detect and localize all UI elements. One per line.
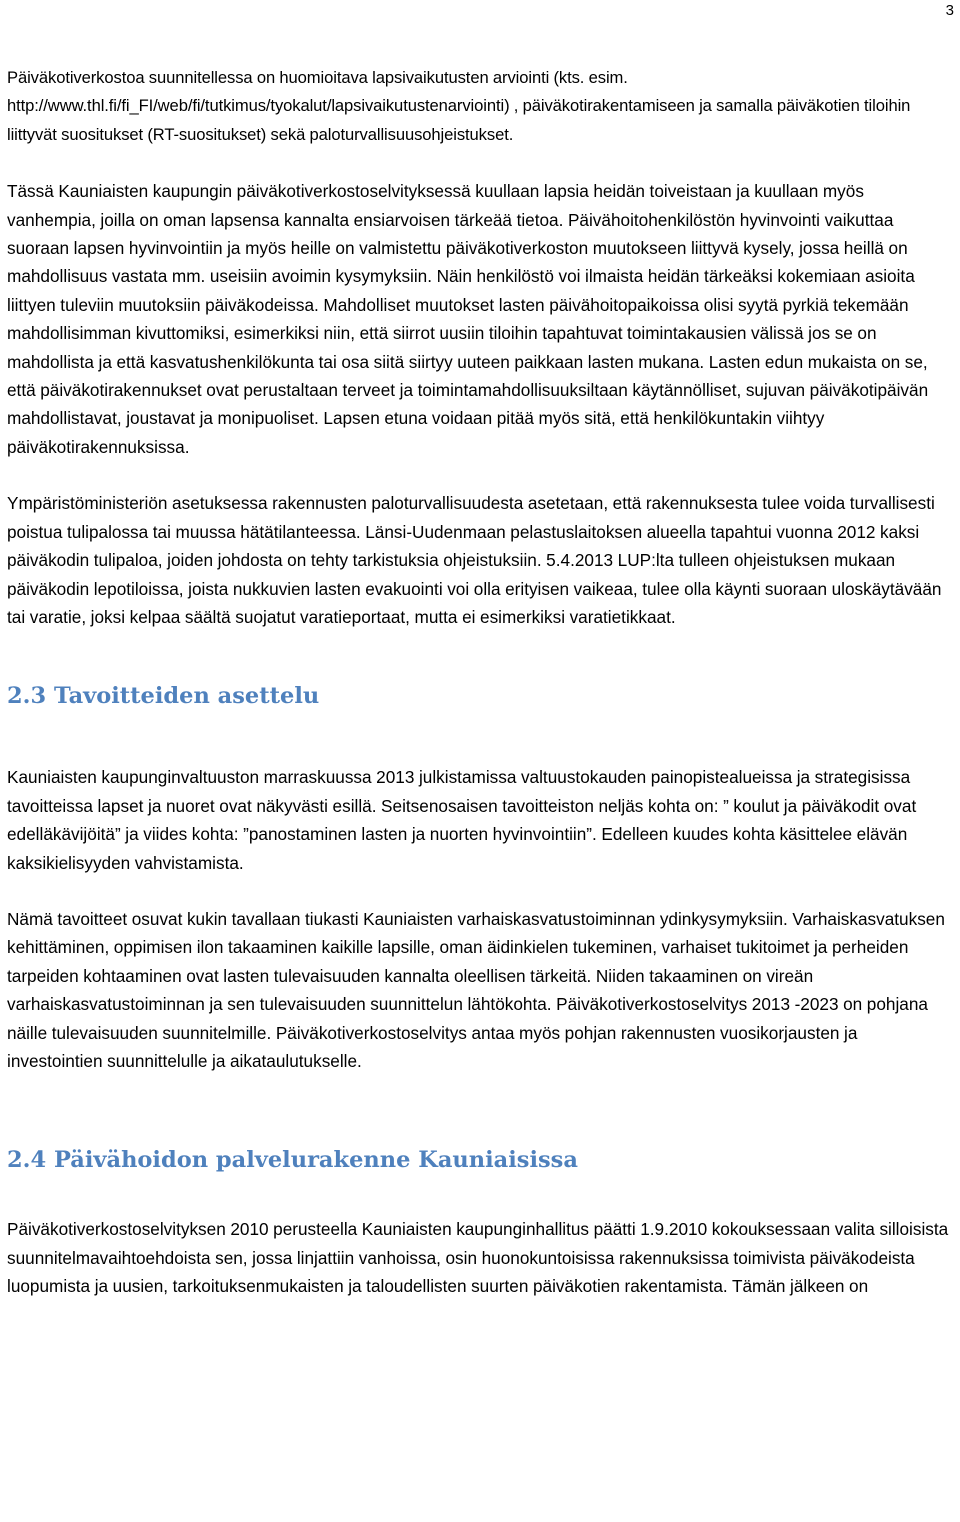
paragraph-early-education: Nämä tavoitteet osuvat kukin tavallaan tiukasti Kauniaisten varhaiskasvatustoiminnan ydinkysymyksiin. Varhaiskasvatuksen kehittäminen, oppimisen ilon takaaminen kaikille lapsille, oman äidinkielen tukeminen, varhaiset tukitoimet ja perheiden tarpeiden kohtaaminen ovat lasten tulevaisuuden kannalta oleellisen tärkeitä. Niiden takaaminen on vireän varhaiskasvatustoiminnan ja sen tulevaisuuden suunnittelun lähtökohta. Päiväkotiverkostoselvitys 2013 -2023 on pohjana näille tulevaisuuden suunnitelmille. Päiväkotiverkostoselvitys antaa myös pohjan rakennusten vuosikorjausten ja investointien suunnittelulle ja aikataulutukselle. — [7, 908, 945, 1071]
heading-2-3: 2.3 Tavoitteiden asettelu — [7, 683, 320, 710]
paragraph-council-goals: Kauniaisten kaupunginvaltuuston marraskuussa 2013 julkistamissa valtuustokauden painopistealueissa ja strategisissa tavoitteissa lapset ja nuoret ovat näkyvästi esillä. Seitsenosaisen tavoitteiston neljäs kohta on: ” koulut ja päiväkodit ovat edelläkävijöitä” ja viides kohta: ”panostaminen lasten ja nuorten hyvinvointiin”. Edelleen kuudes kohta käsittelee elävän kaksikielisyyden vahvistamista. — [7, 767, 917, 873]
paragraph-assessment-intro: Päiväkotiverkostoa suunnitellessa on huomioitava lapsivaikutusten arviointi (kts. esim. http://www.thl.fi/fi_FI/web/fi/tutkimus/tyokalut/lapsivaikutustenarviointi) , päiväkotirakentamiseen ja samalla päiväkotien tiloihin liittyvät suositukset (RT-suositukset) sekä paloturvallisuusohjeistukset. — [7, 68, 911, 144]
page-number: 3 — [945, 2, 954, 19]
document-body — [7, 64, 957, 1301]
paragraph-hearing-children: Tässä Kauniaisten kaupungin päiväkotiverkostoselvityksessä kuullaan lapsia heidän toiveistaan ja kuullaan myös vanhempia, joilla on oman lapsensa kannalta ensiarvoisen tärkeää tietoa. Päivähoitohenkilöstön hyvinvointi vaikuttaa suoraan lapsen hyvinvointiin ja myös heille on valmistettu päiväkotiverkoston muutokseen liittyvä kysely, jossa heillä on mahdollisuus vastata mm. useisiin avoimin kysymyksiin. Näin henkilöstö voi ilmaista heidän tärkeäksi kokemiaan asioita liittyen tuleviin muutoksiin päiväkodeissa. Mahdolliset muutokset lasten päivähoitopaikoissa olisi syytä pyrkiä tekemään mahdollisimman kivuttomiksi, esimerkiksi niin, että siirrot uusiin tiloihin tapahtuvat toimintakausien välissä jos se on mahdollista ja että kasvatushenkilökunta tai osa siitä siirtyy uuteen paikkaan lasten mukana. Lasten edun mukaista on se, että päiväkotirakennukset ovat perustaltaan terveet ja toimintamahdollisuuksiltaan käytännölliset, sujuvan päiväkotipäivän mahdollistavat, joustavat ja monipuoliset. Lapsen etuna voidaan pitää myös sitä, että henkilökuntakin viihtyy päiväkotirakennuksissa. — [7, 181, 929, 457]
paragraph-service-structure: Päiväkotiverkostoselvityksen 2010 perusteella Kauniaisten kaupunginhallitus päätti 1.9.2010 kokouksessaan valita silloisista suunnitelmavaihtoehdoista sen, jossa linjattiin vanhoissa, osin huonokuntoisissa rakennuksissa toimivista päiväkodeista luopumista ja uusien, tarkoituksenmukaisten ja taloudellisten suurten päiväkotien rakentamista. Tämän jälkeen on — [7, 1219, 949, 1297]
paragraph-fire-safety: Ympäristöministeriön asetuksessa rakennusten paloturvallisuudesta asetetaan, että rakennuksesta tulee voida turvallisesti poistua tulipalossa tai muussa hätätilanteessa. Länsi-Uudenmaan pelastuslaitoksen alueella tapahtui vuonna 2012 kaksi päiväkodin tulipaloa, joiden johdosta on tehty tarkistuksia ohjeistuksiin. 5.4.2013 LUP:lta tulleen ohjeistuksen mukaan päiväkodin lepotiloissa, joista nukkuvien lasten evakuointi voi olla erityisen vaikeaa, tulee olla käynti suoraan uloskäytävään tai varatie, joksi kelpaa säältä suojatut varatieportaat, mutta ei esimerkiksi varatietikkaat. — [7, 493, 942, 627]
heading-2-4: 2.4 Päivähoidon palvelurakenne Kauniaisissa — [7, 1147, 578, 1174]
